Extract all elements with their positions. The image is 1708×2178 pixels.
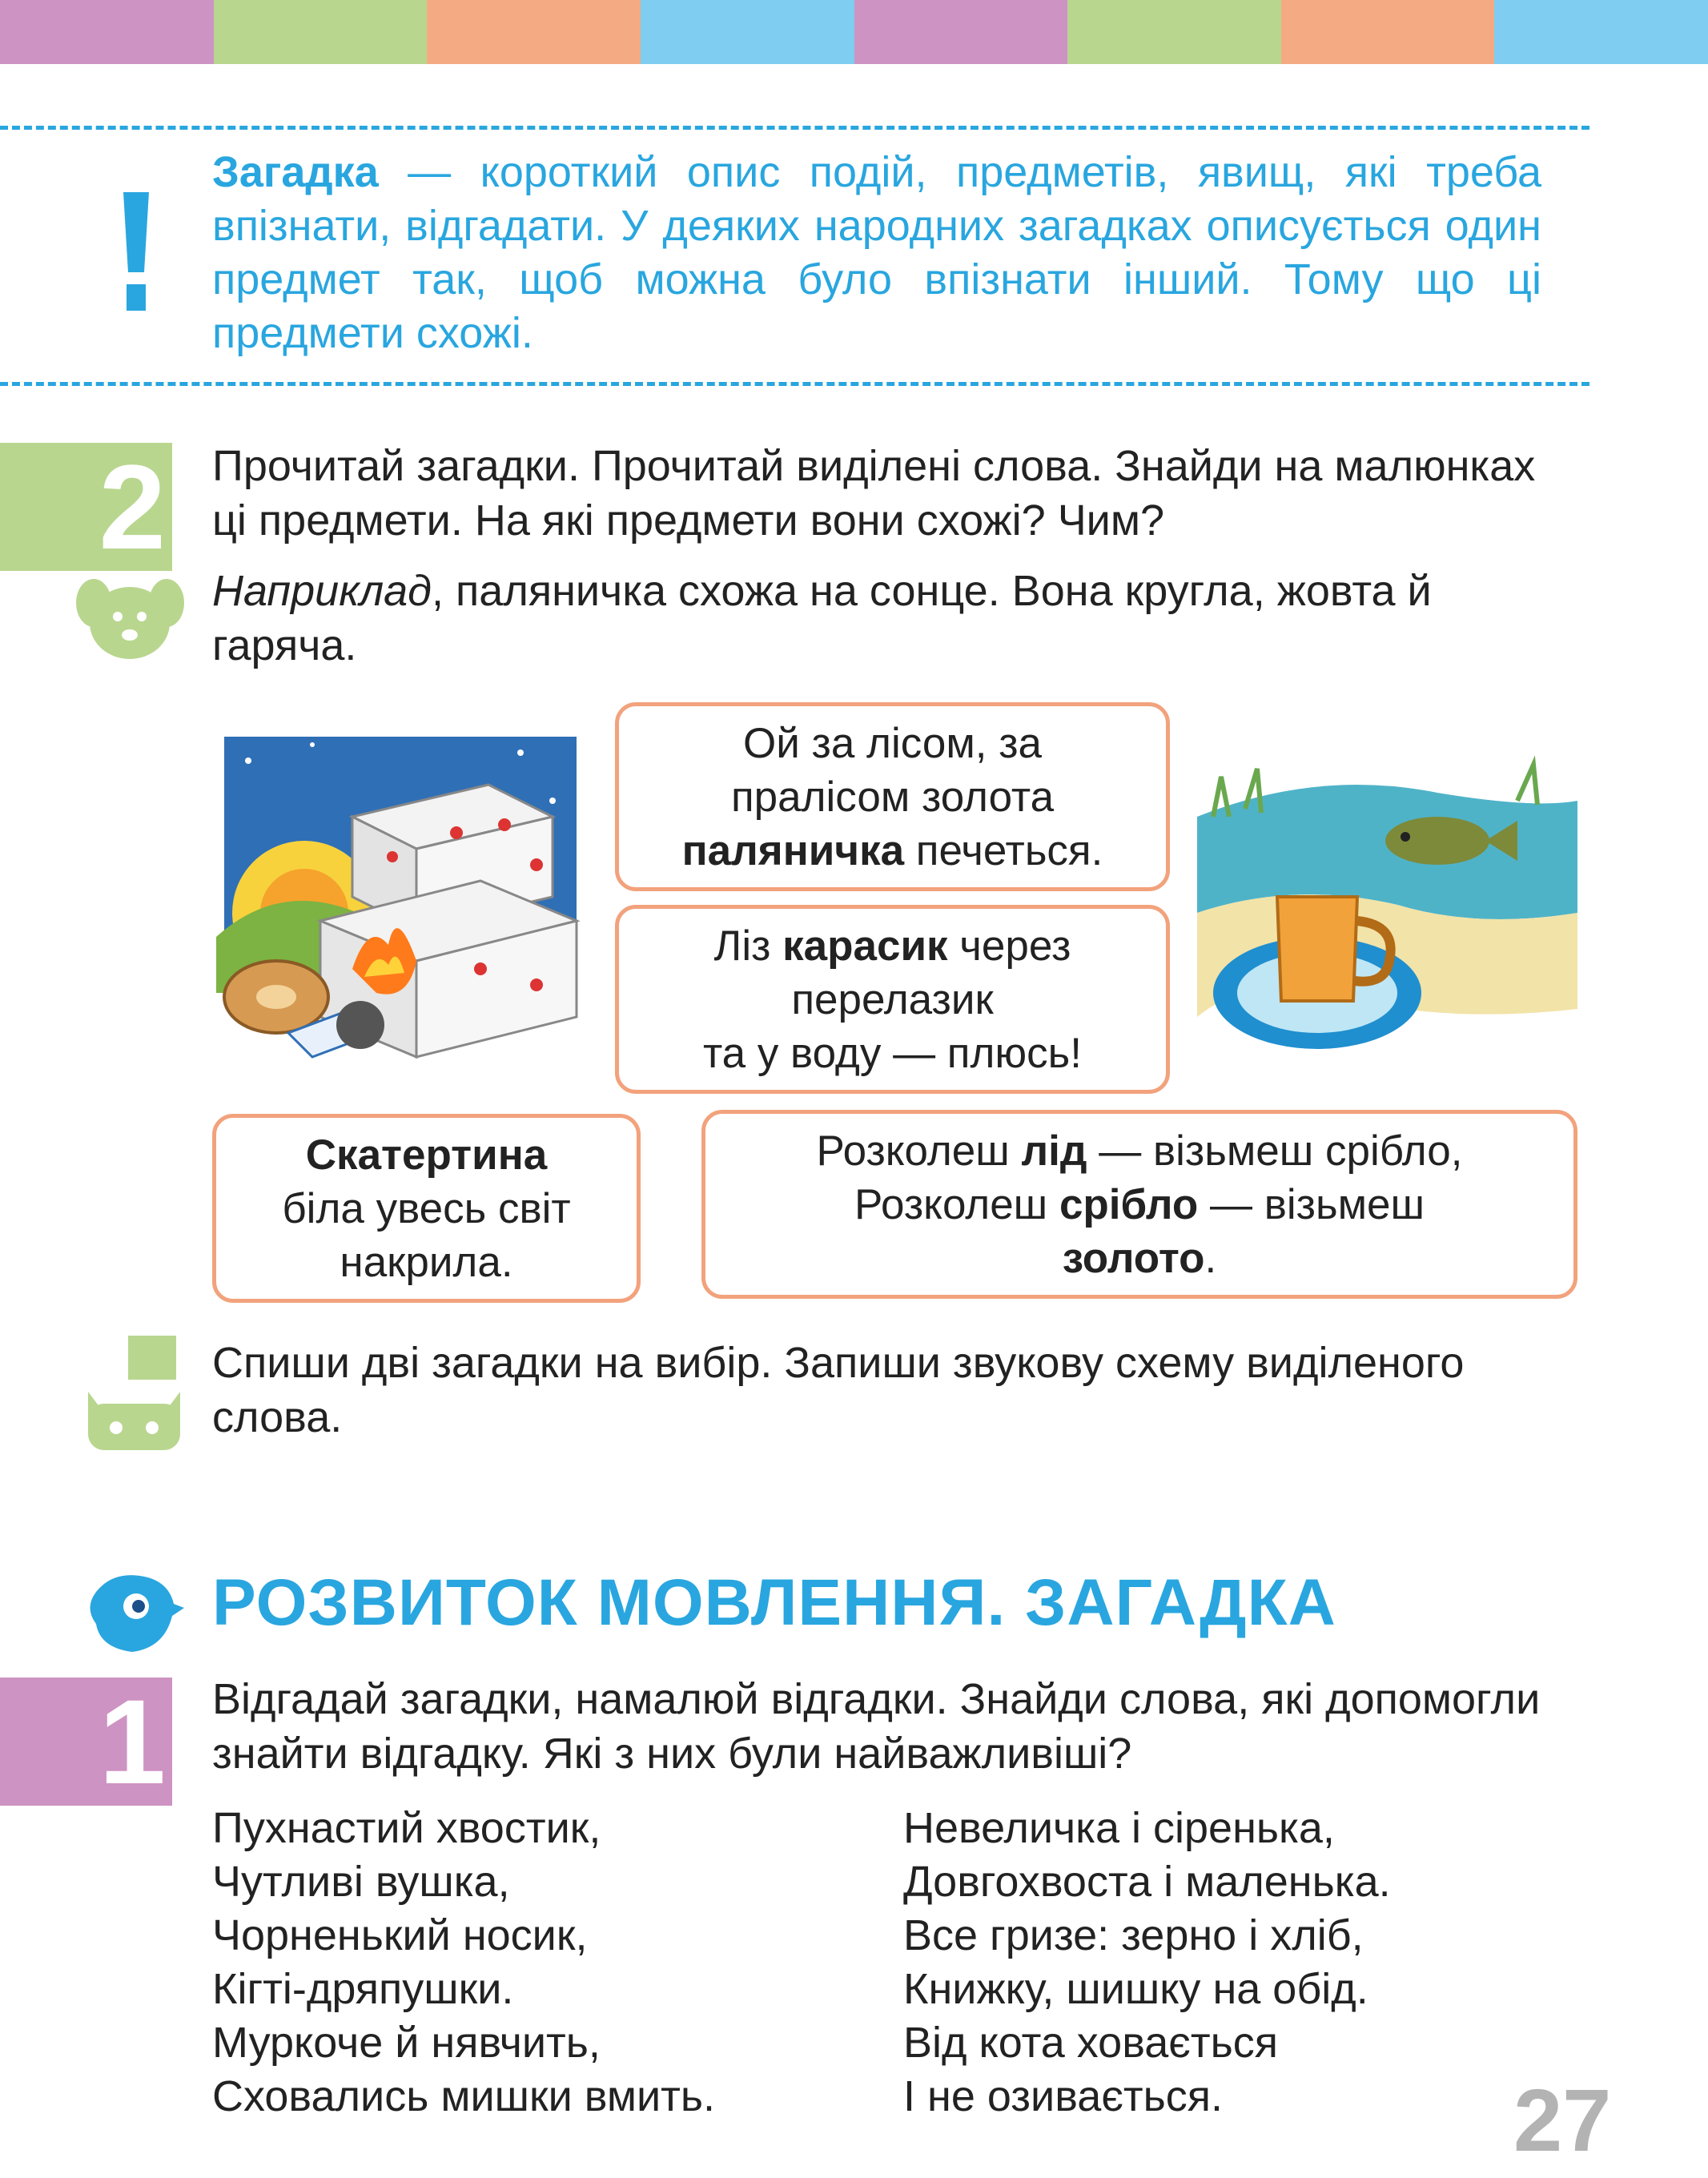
poem-line: Чорненький носик, — [212, 1911, 588, 1959]
riddle-line — [216, 1128, 637, 1182]
riddle-keyword: золото — [1062, 1234, 1205, 1282]
poem-line: Чутливі вушка, — [212, 1858, 510, 1906]
example-label: Наприклад — [212, 567, 432, 615]
poem-line: Від кота ховається — [903, 2019, 1278, 2067]
color-strip — [0, 0, 214, 64]
riddle-box-palianychka — [615, 702, 1170, 891]
riddle-line: та у воду — плюсь! — [702, 1029, 1083, 1077]
riddle-line — [705, 1178, 1573, 1232]
riddle-text: печеться. — [904, 826, 1103, 874]
poem-line: Все гризе: зерно і хліб, — [903, 1911, 1364, 1959]
riddle-text: Розколеш — [816, 1127, 1022, 1175]
color-strip — [214, 0, 428, 64]
stove-illustration — [216, 729, 585, 1065]
riddle-line: Ой за лісом, за пралісом золота — [730, 719, 1055, 821]
riddle-line — [705, 1232, 1573, 1285]
riddle-line — [705, 1124, 1573, 1178]
riddle-keyword: срібло — [1059, 1180, 1199, 1228]
poem-line: Пухнастий хвостик, — [212, 1804, 601, 1852]
rule-definition — [212, 146, 1541, 360]
riddle-keyword: лід — [1021, 1127, 1087, 1175]
riddle-text: — візьмеш — [1198, 1180, 1425, 1228]
riddle-poem-left — [212, 1802, 715, 2124]
example-body: , паляничка схожа на сонце. Вона кругла, жовта й гаряча. — [212, 567, 1432, 669]
riddle-text: . — [1204, 1234, 1217, 1282]
bird-icon — [84, 1568, 184, 1656]
riddle-poem-right — [903, 1802, 1391, 2124]
exercise-number-badge: 2 — [0, 443, 172, 571]
rule-definition-text: — короткий опис подій, предметів, явищ, які треба впізнати, відгадати. У деяких народних загадках описується один предмет так, щоб можна було впізнати інший. Тому що ці предмети схожі. — [212, 148, 1541, 357]
section-title: РОЗВИТОК МОВЛЕННЯ. ЗАГАДКА — [212, 1566, 1336, 1639]
poem-line: Книжку, шишку на обід. — [903, 1965, 1368, 2013]
cat-icon — [84, 1336, 184, 1452]
riddle-box-skatertyna — [212, 1114, 641, 1303]
color-strip — [427, 0, 641, 64]
rule-top-divider — [0, 126, 1589, 130]
write-task: Спиши дві загадки на вибір. Запиши звукову схему виділеного слова. — [212, 1339, 1465, 1441]
riddle-text: Розколеш — [854, 1180, 1059, 1228]
riddle-keyword: карасик — [782, 922, 948, 970]
color-strip — [1067, 0, 1281, 64]
rule-term: Загадка — [212, 148, 379, 196]
riddle-box-karasyk — [615, 905, 1170, 1094]
riddle-line: біла увесь світ накрила. — [282, 1184, 571, 1286]
poem-line: Сховались мишки вмить. — [212, 2072, 715, 2120]
dog-icon — [76, 575, 184, 663]
riddle-keyword: паляничка — [681, 826, 905, 874]
color-strip — [854, 0, 1068, 64]
poem-line: Невеличка і сіренька, — [903, 1804, 1335, 1852]
example-text — [212, 564, 1477, 673]
riddle-text: — візьмеш срібло, — [1087, 1127, 1463, 1175]
poem-line: Кігті-дряпушки. — [212, 1965, 514, 2013]
page-number: 27 — [1513, 2072, 1612, 2170]
exclamation-icon — [120, 192, 152, 312]
riddle-line — [619, 919, 1166, 1027]
poem-line: Муркоче й нявчить, — [212, 2019, 601, 2067]
riddle-text: через перелазик — [791, 922, 1071, 1023]
color-strip — [1281, 0, 1495, 64]
riddle-text: Ліз — [713, 922, 783, 970]
riddle-keyword: Скатертина — [305, 1131, 548, 1179]
riddle-line — [619, 824, 1166, 878]
poem-line: І не озивається. — [903, 2072, 1223, 2120]
color-strip — [641, 0, 854, 64]
exercise-task: Відгадай загадки, намалюй відгадки. Знайди слова, які допомогли знайти відгадку. Які з них були найважливіші? — [212, 1675, 1541, 1778]
top-color-bar — [0, 0, 1708, 64]
riddle-box-lid — [701, 1110, 1577, 1299]
exercise-task: Прочитай загадки. Прочитай виділені слова. Знайди на малюнках ці предмети. На які предмети вони схожі? Чим? — [212, 442, 1536, 544]
poem-line: Довгохвоста і маленька. — [903, 1858, 1391, 1906]
rule-bottom-divider — [0, 382, 1589, 386]
color-strip — [1494, 0, 1708, 64]
exercise-number-badge: 1 — [0, 1678, 172, 1806]
river-illustration — [1197, 753, 1577, 1065]
